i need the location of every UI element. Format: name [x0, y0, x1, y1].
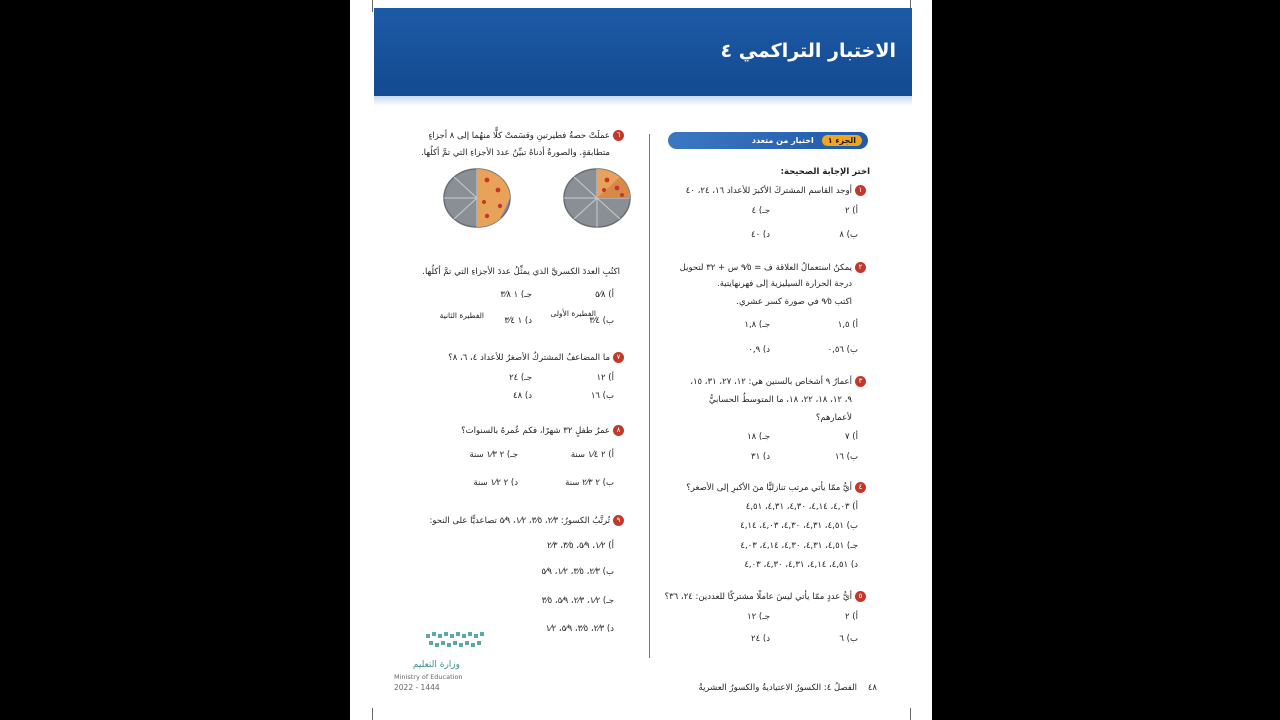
option-b[interactable]: ب) ٤,٥١، ٤,٣١، ٤,٣٠، ٤,٠٣، ٤,١٤ [740, 521, 858, 531]
option-a[interactable]: أ) ٢ [845, 612, 858, 622]
label-second-pizza: الفطيرة الثانية [439, 311, 484, 320]
option-b[interactable]: ب) ٠,٥٦ [827, 345, 858, 355]
option-b[interactable]: ب) ٦ [839, 634, 858, 644]
question-text: عمرُ طفلٍ ٣٢ شهرًا، فكم عُمرهُ بالسنوات؟ [461, 426, 610, 436]
question-8 [461, 425, 624, 438]
section-header [668, 132, 868, 149]
option-a[interactable]: أ) ٢ [845, 206, 858, 216]
question-prompt: اكتُبِ العددَ الكسريَّ الذي يمثِّلُ عددَ الأجزاءِ التي تمَّ أكلُها. [422, 267, 620, 277]
ministry-name-en: Ministry of Education [394, 673, 463, 681]
question-text-line: ٩، ١٢، ١٨، ٢٢، ١٨، ما المتوسطُ الحسابيُّ [708, 395, 852, 405]
option-d[interactable]: د) ٤,٥١، ٤,١٤، ٤,٣١، ٤,٣٠، ٤,٠٣ [744, 560, 858, 570]
crop-mark [372, 708, 373, 720]
question-number: ٤ [855, 482, 866, 493]
question-text-line: متطابقةٍ. والصورةُ أدناهُ تبيِّنُ عددَ الأجزاءِ التي تمَّ أكلُها. [420, 148, 610, 158]
option-c[interactable]: جـ) ١,٨ [744, 320, 770, 330]
question-number: ٧ [613, 352, 624, 363]
option-c[interactable]: جـ) ٢٤ [509, 373, 532, 383]
section-part: الجزء ١ [822, 135, 862, 146]
question-text: أوجد القاسم المشتركَ الأكبرَ للأعداد ١٦، ٢٤، ٤٠ [685, 186, 852, 196]
chapter-footer [699, 683, 877, 693]
option-a[interactable]: أ) ٢ ١⁄٤ سنة [570, 450, 614, 460]
question-text-line: اكتب ٩⁄٥ في صورة كسر عشري. [736, 297, 852, 307]
option-b[interactable]: ب) ١٦ [834, 452, 858, 462]
question-7 [448, 352, 624, 365]
question-number: ٨ [613, 425, 624, 436]
option-a[interactable]: أ) ٧ [845, 432, 858, 442]
question-4 [686, 482, 866, 495]
option-a[interactable]: أ) ١,٥ [837, 320, 858, 330]
section-title: اختيار من متعدد [751, 136, 814, 145]
question-3 [690, 376, 866, 389]
option-b[interactable]: ب) ٣⁄٤ [589, 316, 614, 326]
option-a[interactable]: أ) ١٢ [596, 373, 614, 383]
page-number: ٤٨ [867, 683, 877, 693]
question-9 [429, 515, 624, 528]
option-a[interactable]: أ) ٥⁄٨ [595, 290, 614, 300]
option-d[interactable]: د) ٤٨ [513, 391, 532, 401]
crop-mark [910, 708, 911, 720]
option-a[interactable]: أ) ٤,٠٣، ٤,١٤، ٤,٣٠، ٤,٣١، ٤,٥١ [745, 502, 858, 512]
textbook-page [350, 0, 932, 720]
question-5 [665, 591, 866, 604]
option-c[interactable]: جـ) ١ ٣⁄٨ [500, 290, 532, 300]
option-a[interactable]: أ) ١⁄٢، ٥⁄٩، ٣⁄٥، ٢⁄٣ [547, 541, 614, 551]
option-b[interactable]: ب) ٢⁄٣، ٣⁄٥، ١⁄٢، ٥⁄٩ [541, 567, 614, 577]
column-divider [649, 134, 650, 658]
option-b[interactable]: ب) ٨ [839, 230, 858, 240]
question-text-line: درجة الحرارة السيليزية إلى فهرنهايتية. [717, 279, 852, 289]
question-number: ٢ [855, 262, 866, 273]
option-d[interactable]: د) ٠,٩ [748, 345, 770, 355]
option-d[interactable]: د) ٣١ [751, 452, 770, 462]
option-c[interactable]: جـ) ١٢ [747, 612, 770, 622]
question-2 [680, 262, 866, 275]
page-title: الاختبار التراكمي ٤ [720, 40, 896, 62]
instruction: اختر الإجابة الصحيحة: [780, 167, 870, 177]
ministry-name-ar: وزارة التعليم [412, 660, 460, 670]
option-c[interactable]: جـ) ٢ ١⁄٣ سنة [469, 450, 518, 460]
question-number: ١ [855, 185, 866, 196]
chapter-title: الفصلُ ٤: الكسورُ الاعتياديةُ والكسورُ العشريةُ [698, 683, 858, 693]
question-text: أعمارُ ٩ أشخاص بالسنين هي: ١٢، ٢٧، ٣١، ١٥، [690, 377, 852, 387]
option-d[interactable]: د) ١ ٣⁄٤ [504, 316, 532, 326]
question-text: أيُّ ممّا يأتي مرتب تنازليًّا منَ الأكبرِ إلى الأصغر؟ [686, 483, 852, 493]
question-text: أيُّ عددٍ ممّا يأتي ليسَ عاملًا مشتركًا للعددين: ٢٤، ٣٦؟ [664, 592, 852, 602]
question-number: ٥ [855, 591, 866, 602]
option-b[interactable]: ب) ٢ ٢⁄٣ سنة [565, 478, 614, 488]
question-text: تُرتَّبُ الكسورُ: ٢⁄٣، ٣⁄٥، ١⁄٢، ٥⁄٩ تصاعديًّا على النحو: [429, 516, 610, 526]
ministry-logo-icon [424, 630, 490, 654]
option-d[interactable]: د) ٢٤ [751, 634, 770, 644]
question-text-line: لأعمارهم؟ [815, 413, 852, 423]
question-text: يمكنُ استعمالُ العلاقة ف = ٩⁄٥ س + ٣٢ لتحويل [679, 263, 852, 273]
option-c[interactable]: جـ) ١⁄٢، ٢⁄٣، ٥⁄٩، ٣⁄٥ [541, 596, 614, 606]
question-number: ٣ [855, 376, 866, 387]
option-d[interactable]: د) ٤٠ [751, 230, 770, 240]
option-c[interactable]: جـ) ١٨ [747, 432, 770, 442]
question-6 [428, 130, 624, 143]
question-1 [686, 185, 866, 198]
question-number: ٦ [613, 130, 624, 141]
option-d[interactable]: د) ٢ ١⁄٢ سنة [473, 478, 518, 488]
option-c[interactable]: جـ) ٤,٥١، ٤,٣١، ٤,٣٠، ٤,١٤، ٤,٠٣ [740, 541, 858, 551]
crop-mark [372, 0, 373, 12]
question-text: عملَتْ حصةُ فطيرتينِ وقسَمتْ كلًّا منهُما إلى ٨ أجزاءٍ [428, 131, 610, 141]
pizza-second-image [442, 166, 512, 228]
question-text: ما المضاعفُ المشتركُ الأصغرُ للأعداد ٤، ٦، ٨؟ [448, 353, 610, 363]
edition-year: 2022 - 1444 [394, 683, 440, 692]
pizza-first-image [562, 166, 632, 228]
banner-shadow [374, 96, 912, 106]
label-first-pizza: الفطيرة الأولى [550, 309, 596, 318]
option-b[interactable]: ب) ١٦ [590, 391, 614, 401]
question-number: ٩ [613, 515, 624, 526]
option-d[interactable]: د) ٢⁄٣، ٣⁄٥، ٥⁄٩، ١⁄٢ [545, 624, 614, 634]
option-c[interactable]: جـ) ٤ [751, 206, 770, 216]
